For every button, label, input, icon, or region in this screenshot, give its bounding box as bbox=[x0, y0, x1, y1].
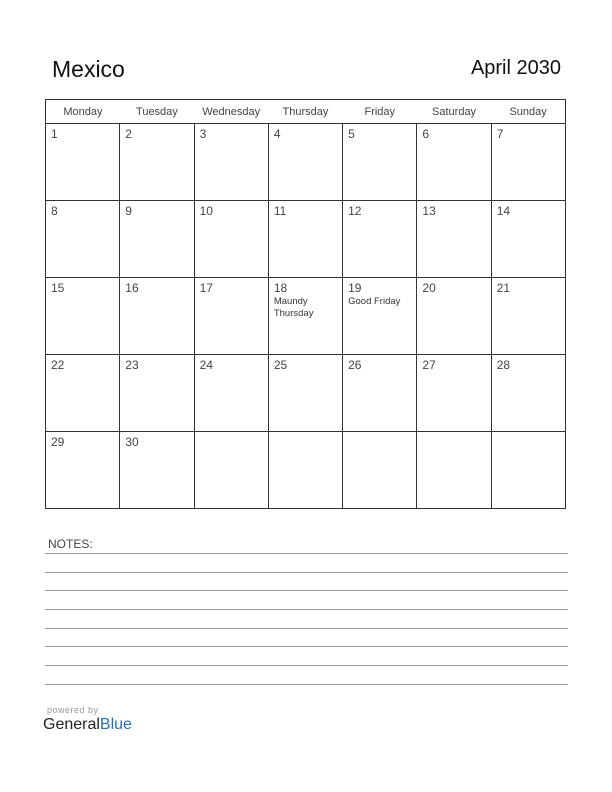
day-cell bbox=[417, 432, 491, 509]
weekday-header: Wednesday bbox=[194, 100, 268, 124]
day-cell bbox=[46, 355, 120, 432]
day-cell bbox=[268, 432, 342, 509]
day-cell bbox=[343, 355, 417, 432]
day-cell bbox=[343, 124, 417, 201]
day-number: 16 bbox=[125, 281, 139, 295]
day-number: 25 bbox=[273, 358, 288, 372]
day-cell bbox=[268, 201, 342, 278]
day-cell bbox=[491, 432, 565, 509]
day-cell bbox=[120, 278, 194, 355]
holiday-label: Good Friday bbox=[348, 296, 401, 307]
day-number: 11 bbox=[273, 204, 287, 218]
day-cell bbox=[268, 278, 342, 355]
day-number: 13 bbox=[422, 204, 436, 218]
day-number: 8 bbox=[51, 204, 58, 218]
day-number: 10 bbox=[199, 204, 213, 218]
note-line bbox=[45, 646, 568, 647]
day-number: 28 bbox=[496, 358, 511, 372]
country-title: Mexico bbox=[52, 56, 125, 82]
brand-blue-text: Blue bbox=[99, 716, 132, 733]
day-cell bbox=[120, 355, 194, 432]
day-number: 15 bbox=[51, 281, 65, 295]
day-cell bbox=[417, 201, 491, 278]
day-number: 12 bbox=[348, 204, 362, 218]
day-cell bbox=[194, 355, 268, 432]
day-cell bbox=[194, 278, 268, 355]
note-line bbox=[45, 590, 568, 591]
day-cell bbox=[343, 201, 417, 278]
day-cell bbox=[194, 124, 268, 201]
day-cell bbox=[491, 355, 565, 432]
day-cell bbox=[46, 278, 120, 355]
week-row bbox=[46, 355, 566, 432]
week-row bbox=[46, 201, 566, 278]
note-line bbox=[45, 684, 568, 685]
day-number: 14 bbox=[496, 204, 511, 218]
brand-logo bbox=[43, 716, 132, 734]
day-number: 6 bbox=[422, 127, 430, 141]
day-cell bbox=[120, 201, 194, 278]
day-number: 20 bbox=[422, 281, 436, 295]
day-number: 3 bbox=[199, 127, 207, 141]
day-number: 19 bbox=[348, 281, 362, 295]
day-cell bbox=[491, 278, 565, 355]
day-cell bbox=[46, 432, 120, 509]
weekday-header: Tuesday bbox=[120, 100, 194, 124]
day-number: 23 bbox=[125, 358, 139, 372]
day-cell bbox=[120, 124, 194, 201]
weekday-header: Sunday bbox=[491, 100, 565, 124]
calendar-grid bbox=[45, 99, 566, 509]
week-row bbox=[46, 432, 566, 509]
day-cell bbox=[268, 355, 342, 432]
day-number: 9 bbox=[125, 204, 132, 218]
day-number: 22 bbox=[51, 358, 65, 372]
note-line bbox=[45, 628, 568, 629]
day-number: 5 bbox=[348, 127, 355, 141]
day-number: 18 bbox=[273, 281, 288, 295]
brand-general-text: General bbox=[43, 716, 100, 733]
note-line bbox=[45, 572, 568, 573]
note-line bbox=[45, 553, 568, 554]
powered-by-text: powered by bbox=[47, 705, 99, 715]
day-number: 17 bbox=[199, 281, 213, 295]
day-cell bbox=[417, 278, 491, 355]
day-number: 2 bbox=[125, 127, 132, 141]
month-year-title: April 2030 bbox=[470, 57, 561, 79]
day-number: 26 bbox=[348, 358, 362, 372]
day-cell bbox=[120, 432, 194, 509]
day-number: 30 bbox=[125, 435, 139, 449]
day-cell bbox=[343, 432, 417, 509]
day-cell bbox=[491, 201, 565, 278]
note-line bbox=[45, 665, 568, 666]
day-number: 7 bbox=[496, 127, 504, 141]
day-number: 27 bbox=[422, 358, 436, 372]
day-cell bbox=[491, 124, 565, 201]
note-line bbox=[45, 609, 568, 610]
weekday-header: Monday bbox=[46, 100, 120, 124]
day-cell bbox=[194, 432, 268, 509]
day-number: 21 bbox=[496, 281, 511, 295]
notes-label: NOTES: bbox=[48, 537, 93, 551]
holiday-label: Maundy Thursday bbox=[273, 296, 314, 319]
day-number: 1 bbox=[51, 127, 58, 141]
weekday-header-row bbox=[46, 100, 566, 124]
day-number: 29 bbox=[51, 435, 65, 449]
day-cell bbox=[417, 124, 491, 201]
day-cell bbox=[194, 201, 268, 278]
day-cell bbox=[343, 278, 417, 355]
day-cell bbox=[268, 124, 342, 201]
weekday-header: Thursday bbox=[268, 100, 342, 124]
weekday-header: Friday bbox=[343, 100, 417, 124]
weekday-header: Saturday bbox=[417, 100, 491, 124]
week-row bbox=[46, 278, 566, 355]
day-cell bbox=[46, 124, 120, 201]
day-cell bbox=[417, 355, 491, 432]
week-row bbox=[46, 124, 566, 201]
day-number: 4 bbox=[273, 127, 281, 141]
day-cell bbox=[46, 201, 120, 278]
day-number: 24 bbox=[199, 358, 213, 372]
